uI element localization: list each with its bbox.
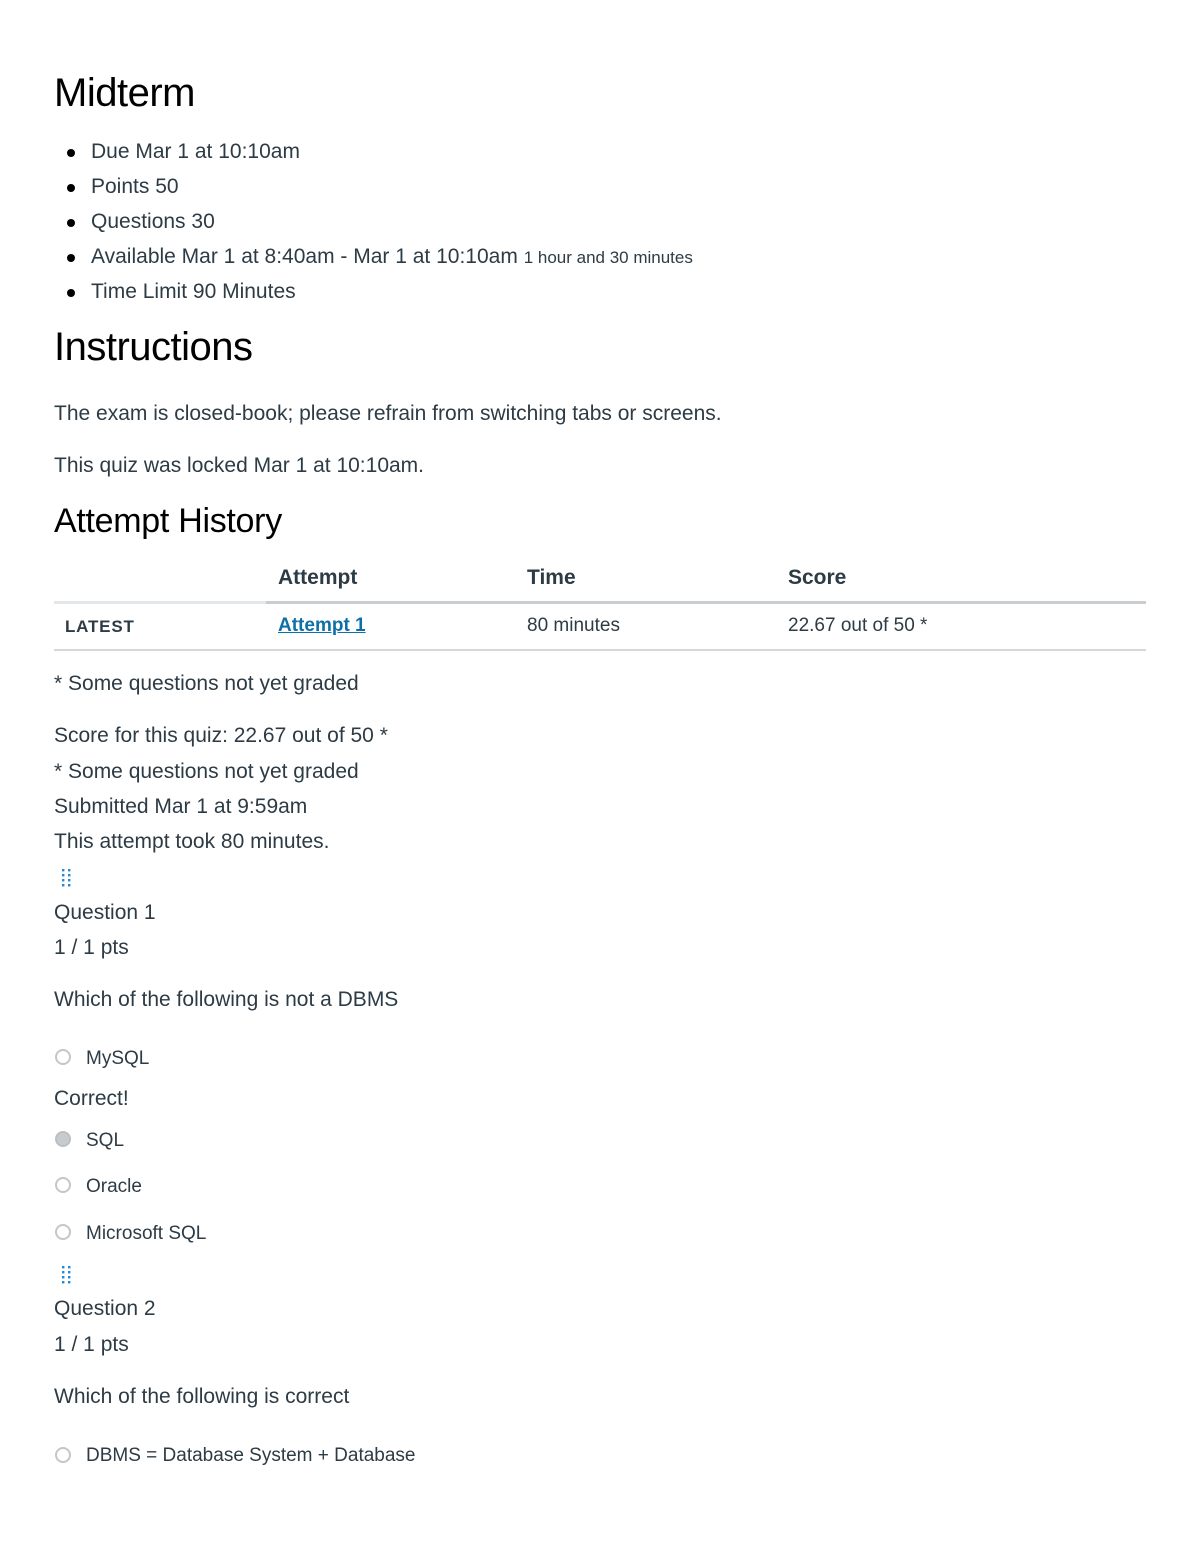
answer-label: Oracle bbox=[86, 1176, 142, 1197]
quiz-score: Score for this quiz: 22.67 out of 50 * bbox=[54, 724, 388, 747]
attempt-1-link[interactable]: Attempt 1 bbox=[278, 615, 366, 636]
table-header-divider bbox=[54, 601, 1146, 604]
locked-notice: This quiz was locked Mar 1 at 10:10am. bbox=[54, 454, 425, 477]
question-2-points: 1 / 1 pts bbox=[54, 1333, 129, 1356]
submitted-time: Submitted Mar 1 at 9:59am bbox=[54, 795, 308, 818]
detail-time-limit: Time Limit 90 Minutes bbox=[54, 275, 693, 310]
drag-handle-icon[interactable] bbox=[61, 1266, 73, 1288]
detail-available-duration: 1 hour and 30 minutes bbox=[523, 248, 693, 267]
instructions-heading: Instructions bbox=[54, 325, 253, 369]
answer-radio-selected[interactable] bbox=[55, 1131, 71, 1147]
question-1-text: Which of the following is not a DBMS bbox=[54, 988, 399, 1011]
attempt-history-heading: Attempt History bbox=[54, 502, 282, 540]
column-header-score: Score bbox=[788, 566, 847, 589]
attempt-time: 80 minutes bbox=[527, 615, 620, 636]
table-bottom-divider bbox=[54, 649, 1146, 651]
answer-radio[interactable] bbox=[55, 1224, 71, 1240]
detail-available-range: Available Mar 1 at 8:40am - Mar 1 at 10:10am bbox=[91, 245, 518, 268]
question-1-points: 1 / 1 pts bbox=[54, 936, 129, 959]
detail-questions: Questions 30 bbox=[54, 205, 693, 240]
attempt-score: 22.67 out of 50 * bbox=[788, 615, 928, 636]
question-2-title: Question 2 bbox=[54, 1297, 156, 1320]
quiz-title: Midterm bbox=[54, 71, 195, 115]
latest-badge: LATEST bbox=[65, 617, 135, 636]
answer-label: SQL bbox=[86, 1130, 125, 1151]
answer-label: MySQL bbox=[86, 1048, 150, 1069]
detail-due: Due Mar 1 at 10:10am bbox=[54, 135, 693, 170]
column-header-time: Time bbox=[527, 566, 576, 589]
answer-radio[interactable] bbox=[55, 1447, 71, 1463]
drag-handle-icon[interactable] bbox=[61, 869, 73, 891]
not-graded-footnote: * Some questions not yet graded bbox=[54, 672, 359, 695]
quiz-details-list bbox=[54, 135, 693, 310]
column-header-attempt: Attempt bbox=[278, 566, 358, 589]
correct-label: Correct! bbox=[54, 1087, 129, 1110]
attempt-duration: This attempt took 80 minutes. bbox=[54, 830, 330, 853]
question-2-text: Which of the following is correct bbox=[54, 1385, 350, 1408]
graded-note: * Some questions not yet graded bbox=[54, 760, 359, 783]
answer-label: DBMS = Database System + Database bbox=[86, 1445, 416, 1466]
instructions-text: The exam is closed-book; please refrain from switching tabs or screens. bbox=[54, 402, 722, 425]
answer-radio[interactable] bbox=[55, 1177, 71, 1193]
answer-label: Microsoft SQL bbox=[86, 1223, 207, 1244]
detail-points: Points 50 bbox=[54, 170, 693, 205]
question-1-title: Question 1 bbox=[54, 901, 156, 924]
detail-available bbox=[54, 240, 693, 275]
answer-radio[interactable] bbox=[55, 1049, 71, 1065]
